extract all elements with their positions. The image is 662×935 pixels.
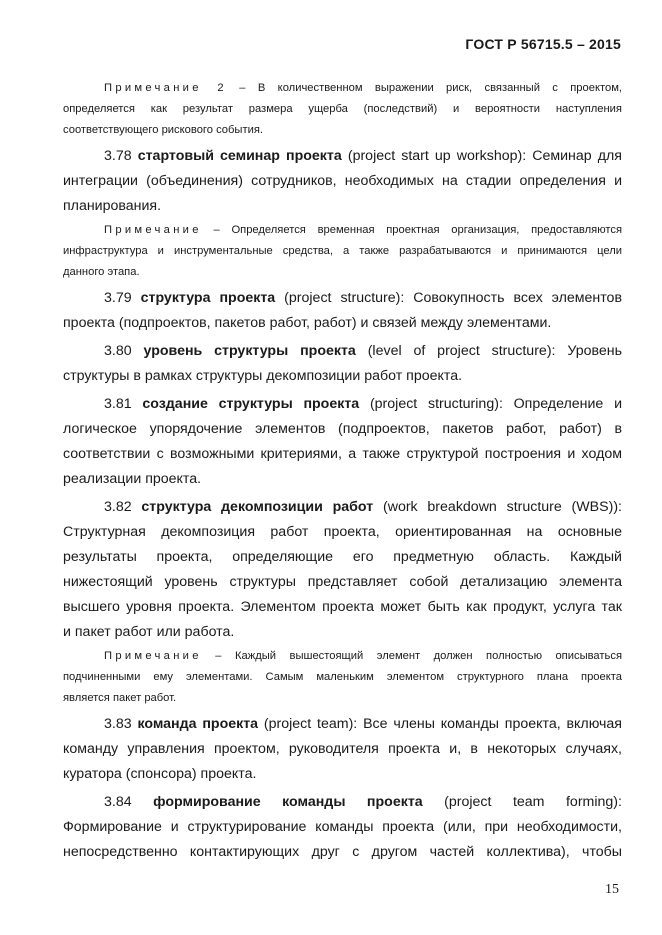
term-name: структура декомпозиции работ (141, 499, 374, 515)
text-line (63, 442, 622, 467)
term-number: 3.80 (104, 343, 132, 359)
note-label: Примечание (104, 224, 202, 236)
term-name: структура проекта (140, 290, 276, 306)
term-number: 3.81 (104, 396, 132, 412)
text-line (63, 120, 622, 141)
line-text: структуры в рамках структуры декомпозиции работ проекта. (63, 368, 463, 384)
text-line (63, 520, 622, 545)
line-text: Структурная декомпозиция работ проекта, ориентированная на основные (63, 524, 622, 540)
term-entry (63, 712, 622, 787)
text-line (63, 262, 622, 283)
text-line (63, 595, 622, 620)
document-body (63, 78, 622, 865)
text-line (63, 339, 622, 364)
line-text: (project team): Все члены команды проекта, включая (263, 716, 622, 732)
text-line (63, 570, 622, 595)
line-text: данного этапа. (63, 266, 140, 278)
line-text: подчиненными ему элементами. Самым маленьким элементом структурного плана проекта (63, 671, 622, 683)
term-number: 3.78 (104, 148, 132, 164)
term-number: 3.83 (104, 716, 132, 732)
line-text: (level of project structure): Уровень (367, 343, 622, 359)
term-number: 3.82 (104, 499, 132, 515)
line-text: – В количественном выражении риск, связанный с проектом, (239, 82, 623, 94)
text-line (63, 392, 622, 417)
line-text: нижестоящий уровень структуры представляет собой детализацию элемента (63, 574, 622, 590)
text-line (63, 364, 622, 389)
text-line (63, 667, 622, 688)
text-line (63, 712, 622, 737)
text-line (63, 467, 622, 492)
text-line (63, 620, 622, 645)
text-line (63, 815, 622, 840)
line-text: реализации проекта. (63, 471, 202, 487)
line-text: инфраструктура и инструментальные средства, а также разрабатываются и принимаются цели (63, 245, 622, 257)
line-text: – Определяется временная проектная организация, предоставляются (213, 224, 622, 236)
line-text: определяется как результат размера ущерба (последствий) и вероятности наступления (63, 103, 622, 115)
note-paragraph (63, 78, 622, 141)
text-line (63, 311, 622, 336)
line-text: (work breakdown structure (WBS)): (382, 499, 622, 515)
term-entry (63, 495, 622, 645)
text-line (63, 241, 622, 262)
document-header: ГОСТ Р 56715.5 – 2015 (465, 36, 621, 52)
line-text: команду управления проектом, руководителя проекта и, в некоторых случаях, (63, 741, 622, 757)
term-name: формирование команды проекта (153, 794, 423, 810)
text-line (63, 762, 622, 787)
text-line (63, 646, 622, 667)
note-label: Примечание 2 (104, 82, 227, 94)
line-text: результаты проекта, определяющие его предметную область. Каждый (63, 549, 622, 565)
line-text: (project structuring): Определение и (369, 396, 622, 412)
line-text: высшего уровня проекта. Элементом проекта может быть как продукт, услуга так (63, 599, 622, 615)
line-text: соответствующего рискового события. (63, 124, 264, 136)
term-name: стартовый семинар проекта (137, 148, 342, 164)
line-text: проекта (подпроектов, пакетов работ, работ) и связей между элементами. (63, 315, 552, 331)
line-text: интеграции (объединения) сотрудников, необходимых на стадии определения и (63, 173, 622, 189)
line-text: Формирование и структурирование команды проекта (или, при необходимости, (63, 819, 622, 835)
line-text: (project team forming): (444, 794, 622, 810)
text-line (63, 840, 622, 865)
text-line (63, 78, 622, 99)
term-entry (63, 286, 622, 336)
text-line (63, 688, 622, 709)
term-name: команда проекта (137, 716, 259, 732)
text-line (63, 286, 622, 311)
text-line (63, 737, 622, 762)
term-number: 3.84 (104, 794, 132, 810)
line-text: соответствии с возможными критериями, а также структурой построения и ходом (63, 446, 622, 462)
note-paragraph (63, 220, 622, 283)
text-line (63, 495, 622, 520)
term-entry (63, 144, 622, 219)
line-text: – Каждый вышестоящий элемент должен полностью описываться (215, 650, 623, 662)
term-entry (63, 790, 622, 865)
line-text: планирования. (63, 198, 162, 214)
line-text: является пакет работ. (63, 692, 177, 704)
line-text: и пакет работ или работа. (63, 624, 235, 640)
term-entry (63, 392, 622, 492)
term-number: 3.79 (104, 290, 132, 306)
text-line (63, 790, 622, 815)
text-line (63, 169, 622, 194)
note-paragraph (63, 646, 622, 709)
line-text: (project start up workshop): Семинар для (347, 148, 622, 164)
term-entry (63, 339, 622, 389)
page-number: 15 (605, 882, 619, 897)
term-name: уровень структуры проекта (143, 343, 356, 359)
text-line (63, 417, 622, 442)
text-line (63, 144, 622, 169)
text-line (63, 220, 622, 241)
line-text: логическое упорядочение элементов (подпроектов, пакетов работ, работ) в (63, 421, 622, 437)
line-text: (project structure): Совокупность всех элементов (284, 290, 622, 306)
text-line (63, 545, 622, 570)
text-line (63, 99, 622, 120)
line-text: непосредственно контактирующих друг с другом частей коллектива), чтобы (63, 844, 622, 860)
line-text: куратора (спонсора) проекта. (63, 766, 257, 782)
note-label: Примечание (104, 650, 202, 662)
term-name: создание структуры проекта (142, 396, 360, 412)
text-line (63, 194, 622, 219)
